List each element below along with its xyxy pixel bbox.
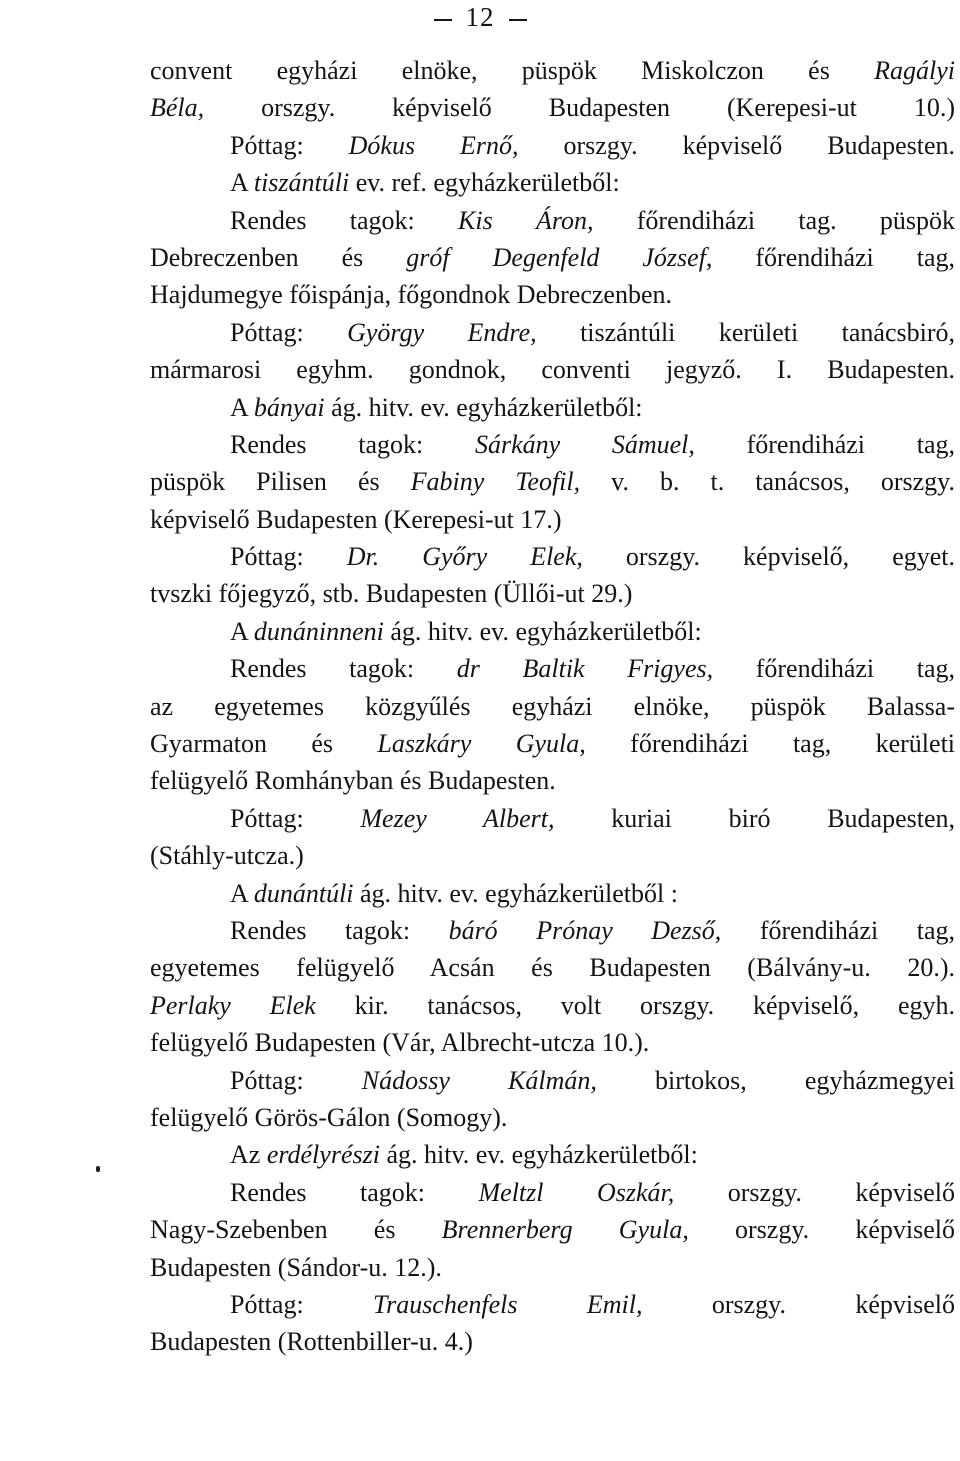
text-run: Póttag: — [230, 803, 361, 833]
text-run: orszgy. képviselő Budapesten. — [518, 130, 955, 160]
text-line — [150, 314, 955, 351]
text-run: Rendes tagok: — [230, 429, 475, 459]
text-run: felügyelő Romhányban és Budapesten. — [150, 766, 556, 796]
text-run: Rendes tagok: — [230, 915, 449, 945]
text-run: ág. hitv. ev. egyházkerületből: — [383, 616, 702, 646]
text-line — [150, 912, 955, 949]
text-line — [150, 949, 955, 986]
text-run: tiszántúli kerületi tanácsbiró, — [536, 317, 955, 347]
page-number-text: 12 — [465, 2, 495, 32]
text-run: orszgy. képviselő, egyet. — [582, 542, 955, 572]
text-run: orszgy. képviselő — [674, 1177, 955, 1207]
italic-name: Fabiny Teofil, — [410, 467, 581, 497]
text-run: Nagy-Szebenben és — [150, 1215, 442, 1245]
page-number-dash-left — [434, 19, 452, 21]
text-run: Budapesten (Sándor-u. 12.). — [150, 1252, 442, 1282]
text-line — [150, 463, 955, 500]
text-run: A — [230, 616, 254, 646]
margin-mark — [96, 1166, 100, 1172]
text-run: Hajdumegye főispánja, főgondnok Debreczenben. — [150, 280, 672, 310]
italic-name: Sárkány Sámuel, — [474, 429, 695, 459]
text-run: orszgy. képviselő Budapesten (Kerepesi-ut 10.) — [204, 93, 955, 123]
text-run: Póttag: — [230, 1065, 362, 1095]
text-run: A — [230, 878, 254, 908]
italic-name: erdélyrészi — [266, 1140, 380, 1170]
text-line — [150, 1136, 955, 1173]
text-line — [150, 276, 955, 313]
text-line — [150, 1323, 955, 1360]
text-line — [150, 1099, 955, 1136]
text-run: képviselő Budapesten (Kerepesi-ut 17.) — [150, 504, 562, 534]
italic-name: dunántúli — [253, 878, 354, 908]
text-line — [150, 1286, 955, 1323]
text-run: Póttag: — [230, 130, 349, 160]
text-run: főrendiházi tag, kerületi — [585, 729, 955, 759]
text-run: főrendiházi tag, — [712, 242, 955, 272]
italic-name: bányai — [253, 392, 325, 422]
page-number — [0, 2, 960, 33]
text-run: Rendes tagok: — [230, 205, 459, 235]
text-run: Gyarmaton és — [150, 729, 378, 759]
text-line — [150, 650, 955, 687]
italic-name: Laszkáry Gyula, — [377, 729, 586, 759]
text-run: Rendes tagok: — [230, 654, 457, 684]
text-run: orszgy. képviselő — [642, 1289, 955, 1319]
text-run: orszgy. képviselő — [688, 1215, 955, 1245]
text-line — [150, 89, 955, 126]
italic-name: Kis Áron, — [458, 205, 594, 235]
italic-name: Trauschenfels Emil, — [373, 1289, 643, 1319]
text-run: főrendiházi tag. püspök — [593, 205, 955, 235]
text-run: mármarosi egyhm. gondnok, conventi jegyző. I. Budapesten. — [150, 355, 955, 385]
italic-name: Perlaky Elek — [150, 990, 316, 1020]
text-line — [150, 351, 955, 388]
text-line — [150, 688, 955, 725]
text-run: főrendiházi tag, — [721, 915, 955, 945]
text-line — [150, 762, 955, 799]
text-run: v. b. t. tanácsos, orszgy. — [580, 467, 955, 497]
text-line — [150, 202, 955, 239]
text-line — [150, 501, 955, 538]
italic-name: gróf Degenfeld József, — [406, 242, 713, 272]
text-run: Budapesten (Rottenbiller-u. 4.) — [150, 1327, 473, 1357]
italic-name: György Endre, — [347, 317, 537, 347]
text-run: főrendiházi tag, — [713, 654, 955, 684]
italic-name: Brennerberg Gyula, — [441, 1215, 689, 1245]
text-run: ág. hitv. ev. egyházkerületből: — [324, 392, 643, 422]
italic-name: Dr. Győry Elek, — [346, 542, 583, 572]
text-run: A — [230, 168, 254, 198]
text-run: Az — [230, 1140, 267, 1170]
italic-name: dr Baltik Frigyes, — [456, 654, 714, 684]
text-line — [150, 1024, 955, 1061]
text-run: Póttag: — [230, 1289, 374, 1319]
text-line — [150, 1174, 955, 1211]
text-run: kuriai biró Budapesten, — [554, 803, 955, 833]
text-line — [150, 725, 955, 762]
text-line — [150, 127, 955, 164]
body-text — [150, 52, 955, 1361]
text-line — [150, 426, 955, 463]
text-line — [150, 875, 955, 912]
text-line — [150, 1062, 955, 1099]
text-line — [150, 987, 955, 1024]
text-run: ág. hitv. ev. egyházkerületből : — [353, 878, 678, 908]
text-line — [150, 1249, 955, 1286]
text-run: convent egyházi elnöke, püspök Miskolczon és — [150, 56, 875, 85]
text-line — [150, 389, 955, 426]
text-run: Póttag: — [230, 542, 347, 572]
text-run: tvszki főjegyző, stb. Budapesten (Üllői-ut 29.) — [150, 579, 633, 609]
italic-name: Béla, — [150, 93, 205, 123]
text-run: Rendes tagok: — [230, 1177, 479, 1207]
text-line — [150, 239, 955, 276]
text-line — [150, 613, 955, 650]
italic-name: báró Prónay Dezső, — [448, 915, 722, 945]
italic-name: tiszántúli — [253, 168, 350, 198]
italic-name: Dókus Ernő, — [348, 130, 519, 160]
page-number-dash-right — [509, 19, 527, 21]
text-line — [150, 52, 955, 89]
text-run: az egyetemes közgyűlés egyházi elnöke, püspök Balassa- — [150, 691, 955, 721]
text-run: felügyelő Görös-Gálon (Somogy). — [150, 1102, 508, 1132]
text-line — [150, 1211, 955, 1248]
text-line — [150, 538, 955, 575]
text-line — [150, 800, 955, 837]
italic-name: Ragályi — [874, 56, 955, 85]
text-run: püspök Pilisen és — [150, 467, 411, 497]
text-line — [150, 575, 955, 612]
text-run: kir. tanácsos, volt orszgy. képviselő, egyh. — [315, 990, 955, 1020]
text-run: egyetemes felügyelő Acsán és Budapesten (Bálvány-u. 20.). — [150, 953, 955, 983]
text-run: ág. hitv. ev. egyházkerületből: — [379, 1140, 698, 1170]
text-run: Debreczenben és — [150, 242, 407, 272]
text-run: birtokos, egyházmegyei — [596, 1065, 955, 1095]
text-line — [150, 837, 955, 874]
italic-name: dunáninneni — [253, 616, 384, 646]
italic-name: Nádossy Kálmán, — [361, 1065, 597, 1095]
text-run: Póttag: — [230, 317, 348, 347]
text-run: (Stáhly-utcza.) — [150, 841, 304, 871]
italic-name: Mezey Albert, — [360, 803, 555, 833]
text-run: főrendiházi tag, — [694, 429, 955, 459]
text-run: felügyelő Budapesten (Vár, Albrecht-utcza 10.). — [150, 1028, 650, 1058]
italic-name: Meltzl Oszkár, — [478, 1177, 675, 1207]
text-line — [150, 164, 955, 201]
text-run: A — [230, 392, 254, 422]
text-run: ev. ref. egyházkerületből: — [349, 168, 620, 198]
